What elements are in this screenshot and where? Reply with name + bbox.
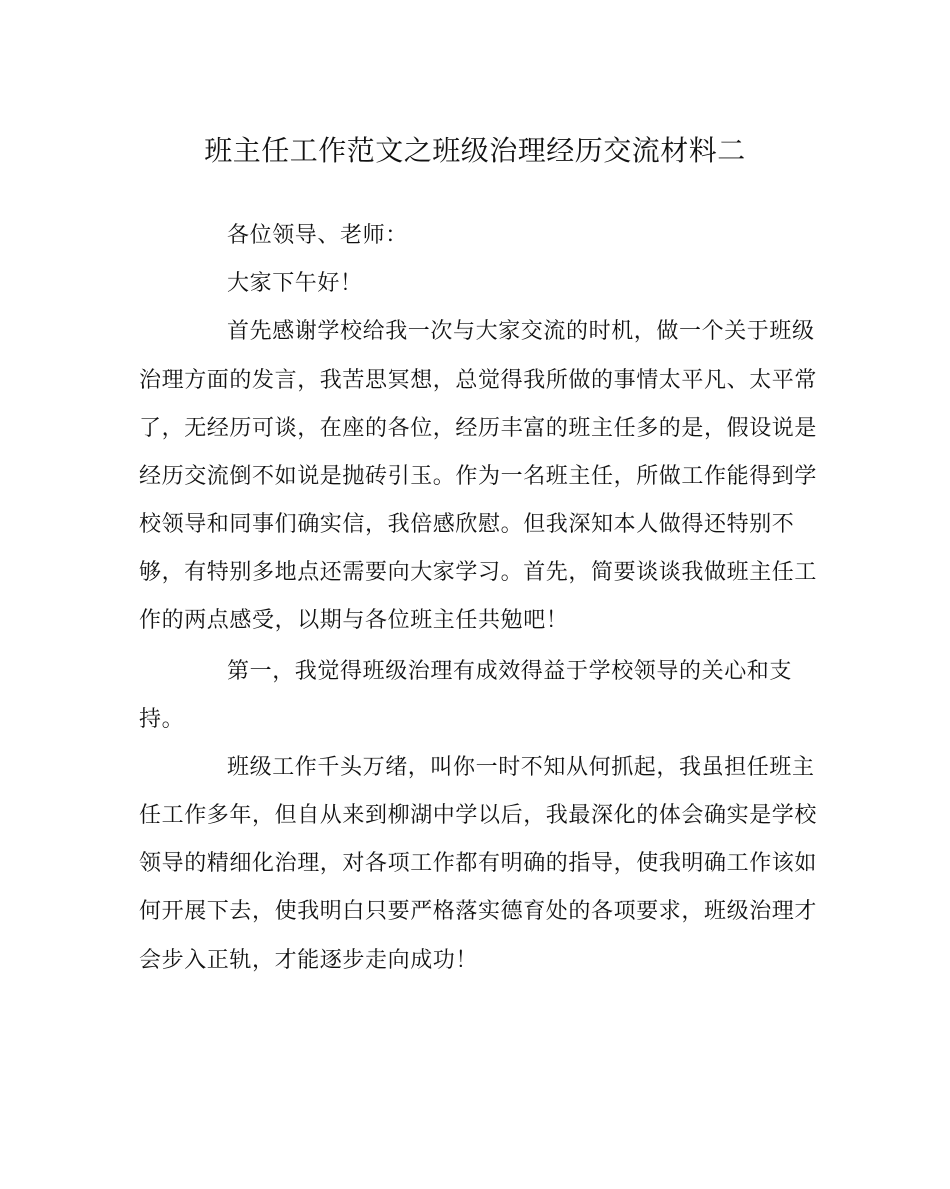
paragraph-line: 班级工作千头万绪，叫你一时不知从何抓起，我虽担任班主 — [227, 755, 815, 780]
paragraph-line: 任工作多年，但自从来到柳湖中学以后，我最深化的体会确实是学校 — [139, 803, 818, 828]
greeting-line: 大家下午好！ — [227, 271, 363, 296]
paragraph-line: 了，无经历可谈，在座的各位，经历丰富的班主任多的是，假设说是 — [139, 416, 818, 441]
paragraph-line: 何开展下去，使我明白只要严格落实德育处的各项要求，班级治理才 — [139, 899, 818, 924]
paragraph-line: 会步入正轨，才能逐步走向成功！ — [139, 948, 479, 973]
document-title: 班主任工作范文之班级治理经历交流材料二 — [204, 134, 746, 167]
paragraph-line: 够，有特别多地点还需要向大家学习。首先，简要谈谈我做班主任工 — [139, 560, 818, 585]
paragraph-line: 作的两点感受，以期与各位班主任共勉吧！ — [139, 608, 569, 633]
paragraph-line: 首先感谢学校给我一次与大家交流的时机，做一个关于班级 — [227, 319, 815, 344]
paragraph-line: 经历交流倒不如说是抛砖引玉。作为一名班主任，所做工作能得到学 — [139, 464, 818, 489]
paragraph-line: 治理方面的发言，我苦思冥想，总觉得我所做的事情太平凡、太平常 — [139, 368, 818, 393]
paragraph-line: 校领导和同事们确实信，我倍感欣慰。但我深知本人做得还特别不 — [139, 512, 795, 537]
paragraph-line: 持。 — [139, 707, 185, 732]
salutation-line: 各位领导、老师： — [227, 223, 408, 248]
paragraph-line: 第一，我觉得班级治理有成效得益于学校领导的关心和支 — [227, 659, 793, 684]
paragraph-line: 领导的精细化治理，对各项工作都有明确的指导，使我明确工作该如 — [139, 851, 818, 876]
